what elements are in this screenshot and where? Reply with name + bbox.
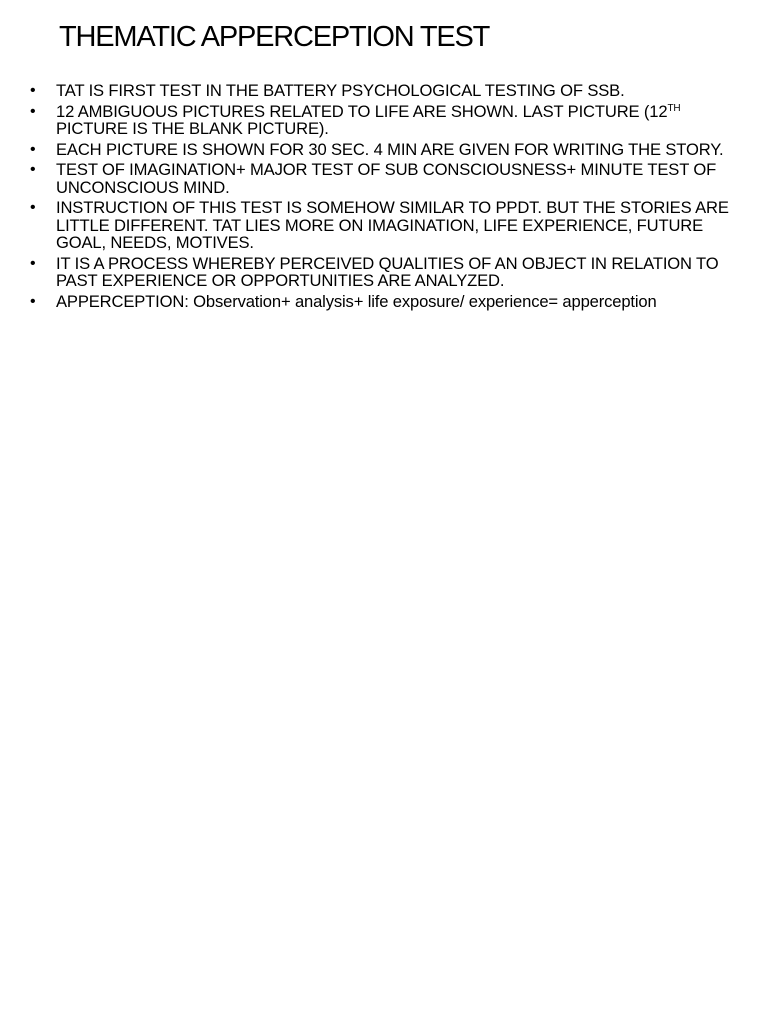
bullet-icon: • <box>30 102 36 120</box>
bullet-icon: • <box>30 199 36 216</box>
ordinal-superscript: TH <box>667 102 681 114</box>
bullet-icon: • <box>30 161 36 178</box>
list-item <box>0 293 730 311</box>
bullet-text: IT IS A PROCESS WHEREBY PERCEIVED QUALITIES OF AN OBJECT IN RELATION TO PAST EXPERIENCE OR OPPORTUNITIES ARE ANALYZED. <box>56 253 719 290</box>
bullet-list <box>0 82 730 313</box>
bullet-icon: • <box>30 292 36 310</box>
list-item <box>0 161 730 196</box>
bullet-text: 12 AMBIGUOUS PICTURES RELATED TO LIFE ARE SHOWN. LAST PICTURE (12 <box>56 101 668 121</box>
list-item <box>0 199 730 252</box>
bullet-text: INSTRUCTION OF THIS TEST IS SOMEHOW SIMILAR TO PPDT. BUT THE STORIES ARE LITTLE DIFFERENT. TAT LIES MORE ON IMAGINATION, LIFE EXPERIENCE, FUTURE GOAL, NEEDS, MOTIVES. <box>56 198 729 252</box>
bullet-icon: • <box>30 140 36 158</box>
list-item <box>0 82 730 100</box>
slide-title: THEMATIC APPERCEPTION TEST <box>59 21 490 53</box>
bullet-text: EACH PICTURE IS SHOWN FOR 30 SEC. 4 MIN ARE GIVEN FOR WRITING THE STORY. <box>56 139 724 159</box>
bullet-text: TEST OF IMAGINATION+ MAJOR TEST OF SUB CONSCIOUSNESS+ MINUTE TEST OF UNCONSCIOUS MIND. <box>56 160 717 197</box>
list-item <box>0 141 730 159</box>
bullet-text: APPERCEPTION: Observation+ analysis+ life exposure/ experience= apperception <box>56 291 657 311</box>
list-item <box>0 103 730 138</box>
bullet-icon: • <box>30 254 36 272</box>
list-item <box>0 255 730 290</box>
bullet-text: TAT IS FIRST TEST IN THE BATTERY PSYCHOLOGICAL TESTING OF SSB. <box>56 81 625 100</box>
bullet-icon: • <box>30 82 36 99</box>
bullet-text-continued: PICTURE IS THE BLANK PICTURE). <box>56 119 329 138</box>
